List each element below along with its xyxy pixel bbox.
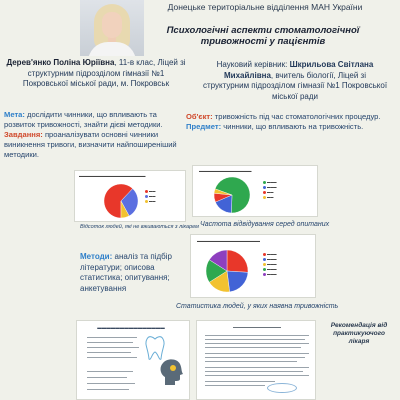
- chart-3-legend-5: ▬▬▬: [263, 272, 277, 276]
- chart-card-2: [192, 165, 318, 217]
- supervisor-label: Науковий керівник:: [216, 60, 290, 69]
- author-name: Дерев'янко Поліна Юріївна: [6, 58, 115, 67]
- subject-label: Предмет:: [186, 122, 222, 131]
- chart-3-legend-1: ▬▬▬: [263, 252, 277, 256]
- supervisor-details: , вчитель біології, Ліцей зі структурним підрозділом гімназії №1 Покровської міської ради: [202, 70, 388, 101]
- chart-card-1: [74, 170, 186, 222]
- chart-3-slice-1: [227, 250, 248, 272]
- tasks-label: Завдання:: [4, 130, 43, 139]
- recommendation-caption: Рекомендація від практикуючого лікаря: [330, 322, 388, 345]
- chart-2-legend-3: ▬▬: [263, 190, 273, 194]
- document-stamp: [267, 383, 297, 393]
- chart-3-legend-4: ▬▬▬: [263, 267, 277, 271]
- chart-2-caption: Частота відвідування серед опитаних: [200, 221, 330, 228]
- chart-3-legend-3: ▬▬▬: [263, 262, 277, 266]
- chart-card-3: [190, 234, 316, 298]
- chart-3-question: ▬▬▬▬▬▬▬▬▬▬▬▬▬▬▬▬▬▬: [197, 239, 260, 243]
- chart-3-legend-2: ▬▬▬: [263, 257, 277, 261]
- info-sheet: [76, 320, 190, 400]
- methods-block: [80, 252, 180, 294]
- goals-block: [4, 110, 184, 160]
- chart-1-caption: Відсоток людей, які не вживаються з лікарем: [80, 224, 199, 230]
- supervisor-block: [200, 60, 390, 102]
- chart-2-legend-1: ▬▬▬: [263, 180, 277, 184]
- chart-3-pie: [205, 249, 249, 293]
- chart-1-legend-2: ▬▬: [145, 194, 155, 198]
- author-details: , 11-в клас, Ліцей зі структурним підрозділом гімназії №1 Покровської міської ради, м. Покровськ: [22, 58, 186, 88]
- object-text: тривожність під час стоматологічних процедур.: [212, 112, 381, 121]
- supervisor-name: Шкрильова Світлана Михайлівна: [223, 60, 374, 80]
- poster-title: Психологічні аспекти стоматологічної тривожності у пацієнтів: [166, 25, 360, 47]
- chart-1-question: ▬▬▬▬▬▬▬▬▬▬▬▬▬▬▬▬▬▬▬: [79, 174, 146, 178]
- goal-text: дослідити чинники, що впливають та розвиток тривожності, знайти дієві методики.: [4, 110, 163, 129]
- document-sheet: [196, 320, 316, 400]
- author-block: [6, 58, 186, 90]
- chart-3-caption: Статистика людей, у яких наявна тривожність: [176, 303, 339, 310]
- object-block: [186, 112, 394, 132]
- chart-2-legend-2: ▬▬▬: [263, 185, 277, 189]
- methods-text: аналіз та підбір літератури; описова статистика; опитування; анкетування: [80, 252, 172, 293]
- chart-2-pie: [213, 176, 251, 214]
- chart-1-pie: [103, 183, 139, 219]
- author-photo: [80, 0, 144, 56]
- object-label: Об'єкт:: [186, 112, 213, 121]
- chart-1-legend-1: ▬▬: [145, 189, 155, 193]
- chart-3-slice-2: [227, 271, 248, 292]
- head-silhouette-icon: [157, 357, 185, 387]
- chart-2-legend-4: ▬▬: [263, 195, 273, 199]
- chart-1-legend-3: ▬▬: [145, 199, 155, 203]
- tasks-text: проаналізувати основні чинники виникнення тривоги, визначити найпоширеніший методики.: [4, 130, 177, 159]
- goal-label: Мета:: [4, 110, 25, 119]
- methods-label: Методи:: [80, 252, 113, 261]
- subject-text: чинники, що впливають на тривожність.: [221, 122, 364, 131]
- info-sheet-heading: ▬▬▬▬▬▬▬▬▬▬▬▬▬▬▬: [97, 325, 165, 330]
- chart-2-question: ▬▬▬▬▬▬▬▬▬▬▬▬▬▬▬: [199, 169, 252, 173]
- organization-name: Донецьке територіальне відділення МАН України: [167, 2, 363, 12]
